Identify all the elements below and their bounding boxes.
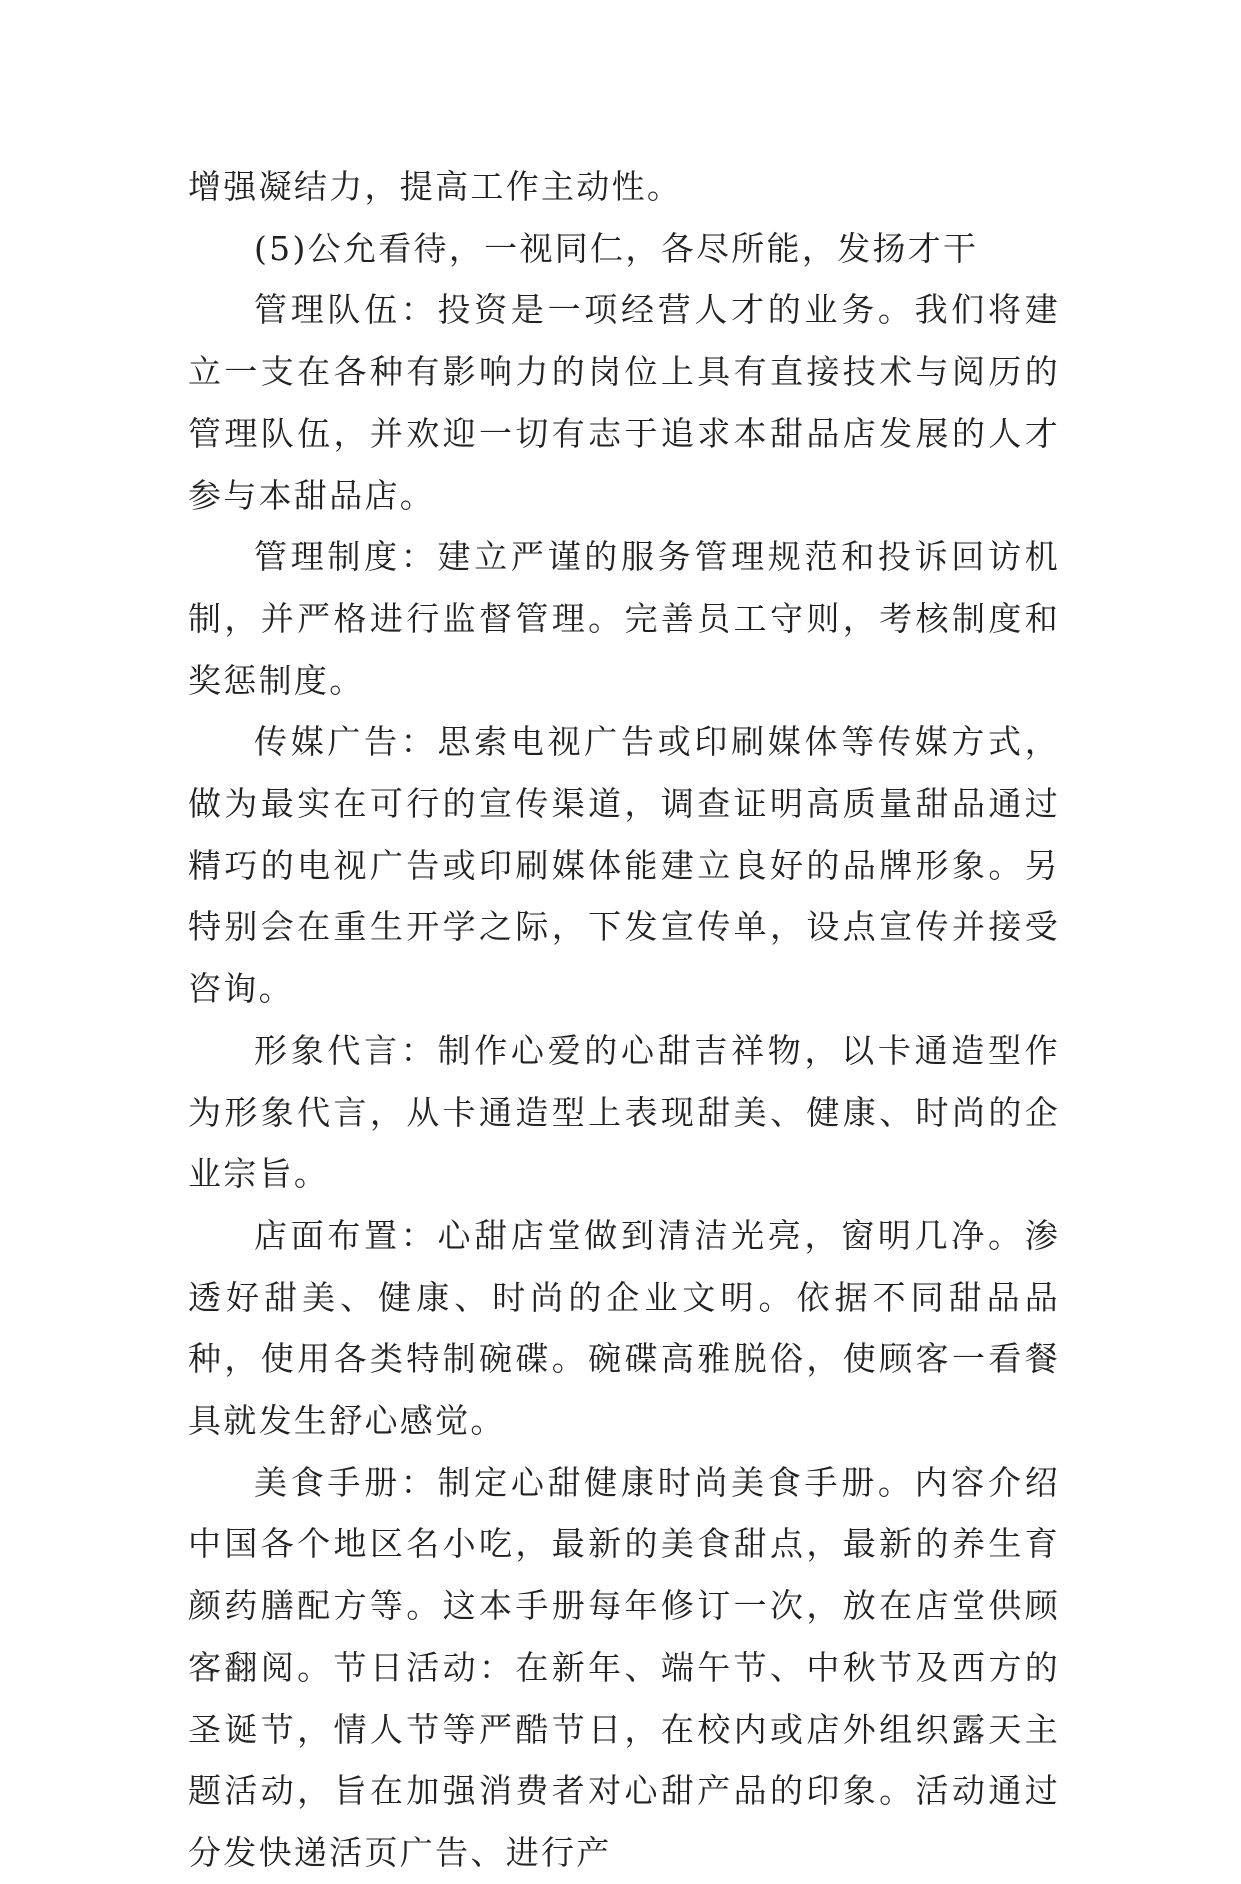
paragraph-image-spokesperson: 形象代言：制作心爱的心甜吉祥物，以卡通造型作为形象代言，从卡通造型上表现甜美、健康、时尚的企业宗旨。 [188,1030,1060,1194]
paragraph-continuation: 增强凝结力，提高工作主动性。 [188,167,683,206]
paragraph-principle-5: (5)公允看待，一视同仁，各尽所能，发扬才干 [254,228,979,268]
paragraph-management-team: 管理队伍：投资是一项经营人才的业务。我们将建立一支在各种有影响力的岗位上具有直接技术与阅历的管理队伍，并欢迎一切有志于追求本甜品店发展的人才参与本甜品店。 [188,290,1060,515]
paragraph-management-system: 管理制度：建立严谨的服务管理规范和投诉回访机制，并严格进行监督管理。完善员工守则，考核制度和奖惩制度。 [188,537,1060,700]
paragraph-store-layout: 店面布置：心甜店堂做到清洁光亮，窗明几净。渗透好甜美、健康、时尚的企业文明。依据不同甜品品种，使用各类特制碗碟。碗碟高雅脱俗，使顾客一看餐具就发生舒心感觉。 [188,1215,1060,1441]
paragraph-media-advertising: 传媒广告：思索电视广告或印刷媒体等传媒方式，做为最实在可行的宣传渠道，调查证明高质量甜品通过精巧的电视广告或印刷媒体能建立良好的品牌形象。另特别会在重生开学之际，下发宣传单，设点宣传并接受咨询。 [188,722,1060,1009]
document-body [188,156,1060,1884]
paragraph-food-handbook: 美食手册：制定心甜健康时尚美食手册。内容介绍中国各个地区名小吃，最新的美食甜点，最新的养生育颜药膳配方等。这本手册每年修订一次，放在店堂供顾客翻阅。节日活动：在新年、端午节、中秋节及西方的圣诞节，情人节等严酷节日，在校内或店外组织露天主题活动，旨在加强消费者对心甜产品的印象。活动通过分发快递活页广告、进行产 [188,1462,1060,1872]
